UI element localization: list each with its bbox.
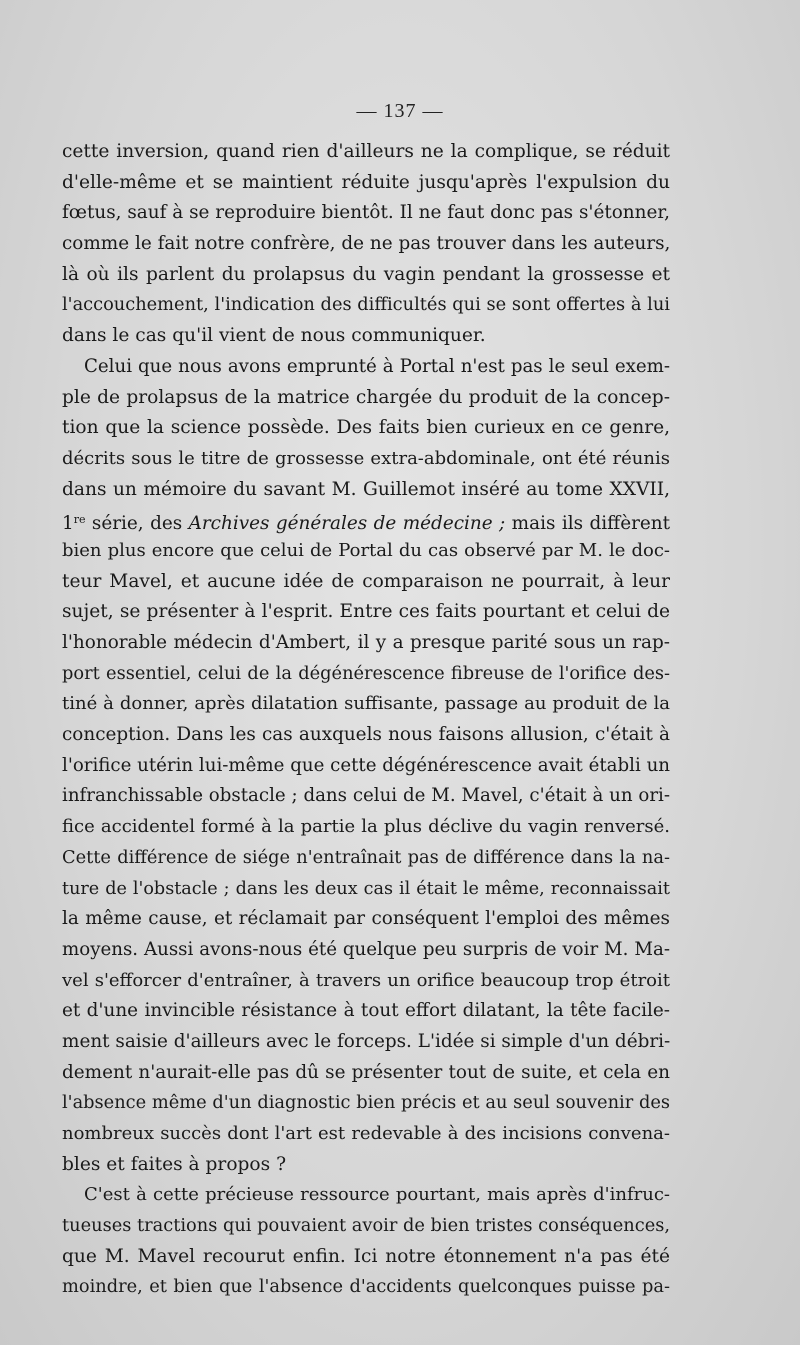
journal-title: Archives générales de médecine ; [188, 513, 506, 535]
text-line: là où ils parlent du prolapsus du vagin pendant la grossesse et [62, 263, 670, 285]
text-line: moindre, et bien que l'absence d'accidents quelconques puisse pa- [62, 1276, 670, 1298]
series-number: 1 [62, 513, 74, 535]
text-line: décrits sous le titre de grossesse extra-abdominale, ont été réunis [62, 447, 670, 469]
text-line: l'absence même d'un diagnostic bien précis et au seul souvenir des [62, 1092, 670, 1114]
text-line: vel s'efforcer d'entraîner, à travers un orifice beaucoup trop étroit [62, 969, 670, 991]
text-line: bles et faites à propos ? [62, 1153, 287, 1175]
text-line: nombreux succès dont l'art est redevable à des incisions convena- [62, 1123, 670, 1144]
body-text [62, 137, 670, 1303]
text-line: dement n'aurait-elle pas dû se présenter tout de suite, et cela en [62, 1061, 670, 1083]
text-line: conception. Dans les cas auxquels nous faisons allusion, c'était à [62, 724, 670, 746]
text-line: C'est à cette précieuse ressource pourtant, mais après d'infruc- [84, 1184, 670, 1206]
series-superscript: re [73, 513, 86, 527]
text-line: port essentiel, celui de la dégénérescence fibreuse de l'orifice des- [62, 662, 670, 684]
text-line: tueuses tractions qui pouvaient avoir de bien tristes conséquences, [62, 1215, 670, 1237]
text-line: tion que la science possède. Des faits bien curieux en ce genre, [62, 417, 670, 439]
text-line: l'accouchement, l'indication des difficultés qui se sont offertes à lui [62, 294, 670, 316]
text-line-with-citation [62, 505, 670, 536]
text-line: infranchissable obstacle ; dans celui de M. Mavel, c'était à un ori- [62, 785, 670, 807]
text-line: ture de l'obstacle ; dans les deux cas il était le même, reconnaissait [62, 878, 670, 899]
text-line: d'elle-même et se maintient réduite jusqu'après l'expulsion du [62, 171, 670, 193]
text-line: ple de prolapsus de la matrice chargée du produit de la concep- [62, 386, 670, 408]
text-line: Cette différence de siége n'entraînait pas de différence dans la na- [62, 846, 670, 868]
text-line: l'honorable médecin d'Ambert, il y a presque parité sous un rap- [62, 632, 670, 653]
text-line: sujet, se présenter à l'esprit. Entre ces faits pourtant et celui de [62, 601, 670, 623]
text-line: la même cause, et réclamait par conséquent l'emploi des mêmes [62, 908, 670, 930]
text-line: moyens. Aussi avons-nous été quelque peu surpris de voir M. Ma- [62, 938, 670, 960]
text-line: cette inversion, quand rien d'ailleurs ne la complique, se réduit [62, 141, 670, 162]
text-line: fice accidentel formé à la partie la plus déclive du vagin renversé. [62, 816, 670, 838]
text-line: que M. Mavel recourut enfin. Ici notre étonnement n'a pas été [62, 1245, 670, 1267]
page-number: — 137 — [356, 100, 444, 122]
text-line: tiné à donner, après dilatation suffisante, passage au produit de la [62, 693, 670, 715]
text-line: ment saisie d'ailleurs avec le forceps. L'idée si simple d'un débri- [62, 1030, 670, 1052]
line-text-segment: mais ils diffèrent [505, 513, 670, 535]
text-line: fœtus, sauf à se reproduire bientôt. Il ne faut donc pas s'étonner, [62, 202, 670, 224]
text-line: teur Mavel, et aucune idée de comparaison ne pourrait, à leur [62, 570, 670, 592]
text-line: bien plus encore que celui de Portal du cas observé par M. le doc- [62, 539, 670, 561]
text-line: dans un mémoire du savant M. Guillemot inséré au tome XXVII, [62, 478, 670, 500]
line-text-segment: série, des [85, 513, 189, 535]
text-line: l'orifice utérin lui-même que cette dégénérescence avait établi un [62, 754, 670, 776]
text-line: Celui que nous avons emprunté à Portal n'est pas le seul exem- [84, 355, 670, 377]
text-line: dans le cas qu'il vient de nous communiquer. [62, 325, 486, 347]
text-line: comme le fait notre confrère, de ne pas trouver dans les auteurs, [62, 233, 670, 255]
text-line: et d'une invincible résistance à tout effort dilatant, la tête facile- [62, 1000, 670, 1022]
